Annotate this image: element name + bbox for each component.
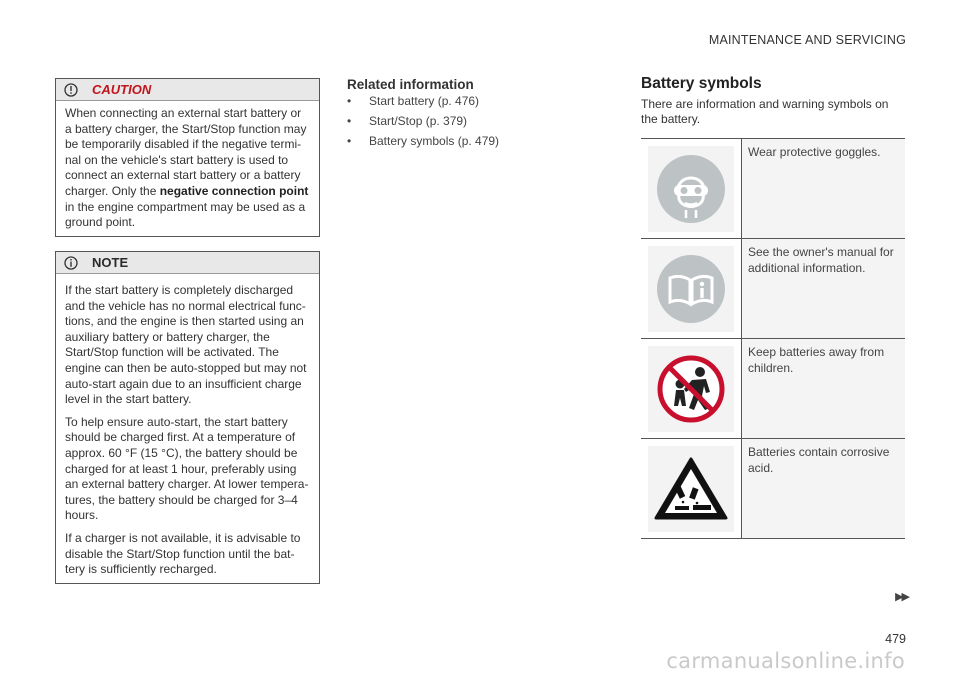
related-link-battery-symbols[interactable]: • Battery symbols (p. 479) bbox=[347, 134, 500, 148]
caution-box bbox=[55, 78, 320, 237]
note-header bbox=[56, 252, 319, 274]
battery-intro: There are information and warning symbols on the battery. bbox=[641, 97, 889, 126]
corrosive-icon bbox=[653, 454, 729, 524]
symbol-description: Keep batteries away from children. bbox=[742, 339, 905, 438]
caution-title: CAUTION bbox=[92, 82, 152, 97]
note-title: NOTE bbox=[92, 255, 129, 270]
battery-heading: Battery symbols bbox=[641, 75, 762, 92]
symbols-table bbox=[641, 138, 905, 539]
symbol-row bbox=[641, 139, 905, 239]
symbol-description: Batteries contain corrosive acid. bbox=[742, 439, 905, 538]
symbol-row bbox=[641, 439, 905, 539]
related-list bbox=[347, 94, 587, 154]
manual-icon bbox=[656, 254, 726, 324]
symbol-row bbox=[641, 239, 905, 339]
page-number: 479 bbox=[885, 632, 906, 646]
related-heading: Related information bbox=[347, 77, 474, 92]
symbol-description: See the owner's manual for additional information. bbox=[742, 239, 905, 338]
related-information bbox=[347, 77, 587, 154]
symbol-description: Wear protective goggles. bbox=[742, 139, 905, 238]
note-paragraph: If a charger is not available, it is advisable to disable the Start/Stop function until the bat-tery is sufficiently recharged. bbox=[65, 530, 301, 577]
note-paragraph: To help ensure auto-start, the start battery should be charged first. At a temperature of approx. 60 °F (15 °C), the battery should be charged for at least 1 hour, preferably using an external battery charger. At lower tempera-tures, the battery should be charged for 3–4 hours. bbox=[65, 414, 309, 523]
note-box bbox=[55, 251, 320, 584]
goggles-icon bbox=[656, 154, 726, 224]
symbol-row bbox=[641, 339, 905, 439]
next-page-arrows[interactable]: ▶▶ bbox=[895, 591, 908, 603]
related-link-start-battery[interactable]: • Start battery (p. 476) bbox=[347, 94, 480, 108]
caution-icon bbox=[64, 83, 78, 97]
info-icon bbox=[64, 256, 78, 270]
caution-header bbox=[56, 79, 319, 101]
watermark: carmanualsonline.info bbox=[666, 649, 905, 673]
caution-bold-text: negative connection point bbox=[159, 183, 309, 198]
section-header: MAINTENANCE AND SERVICING bbox=[708, 33, 906, 47]
note-paragraph: If the start battery is completely discharged and the vehicle has no normal electrical func-tions, and the engine is then started using an auxiliary battery or battery charger, the Start/Stop function will be activated. The engine can then be auto-stopped but may not auto-start again due to an insufficient charge level in the start battery. bbox=[65, 283, 307, 407]
no-children-icon bbox=[656, 354, 726, 424]
battery-symbols-section bbox=[641, 75, 905, 127]
related-link-start-stop[interactable]: • Start/Stop (p. 379) bbox=[347, 114, 468, 128]
caution-text: When connecting an external start battery or a battery charger, the Start/Stop function may be temporarily disabled if the negative termi-nal on the vehicle's start battery is used to connect an external start battery or a battery charger. Only the negative connection point in the engine compartment may be used as a ground point. bbox=[65, 106, 309, 230]
